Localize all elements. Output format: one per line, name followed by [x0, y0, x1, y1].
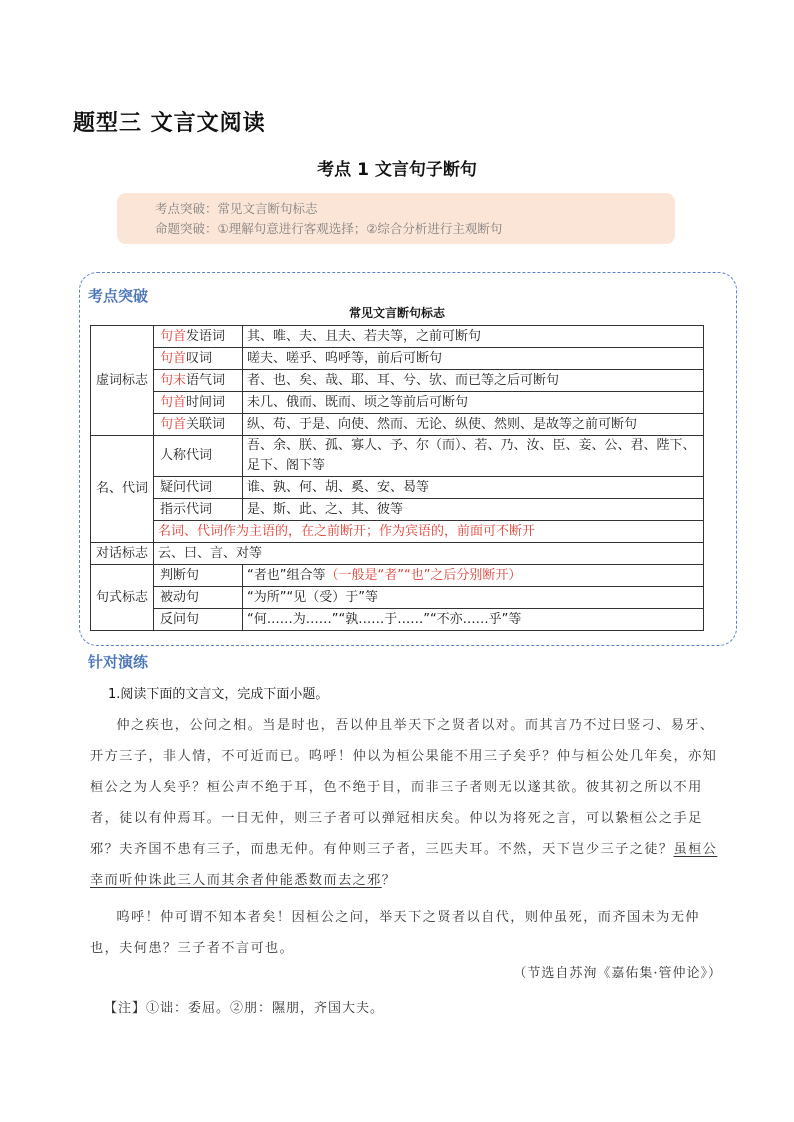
- content-cell: 云、曰、言、对等: [154, 543, 704, 565]
- noun-note-cell: 名词、代词作为主语的，在之前断开；作为宾语的，前面可不断开: [154, 521, 704, 543]
- passage-source: （节选自苏洵《嘉佑集·管仲论》）: [513, 966, 722, 981]
- content-cell: 吾、余、朕、孤、寡人、予、尔（而）、若、乃、汝、臣、妾、公、君、陛下、足下、阁下等: [243, 436, 704, 477]
- passage-paragraph-2: 呜呼！仲可谓不知本者矣！因桓公之问，举天下之贤者以自代，则仲虽死，而齐国未为无仲也，夫何患？三子者不言可也。: [90, 910, 700, 956]
- category-cell: 对话标志: [91, 543, 154, 565]
- subtype-cell: 句首发语词: [154, 326, 243, 348]
- table-row: [91, 414, 704, 436]
- content-cell: 纵、苟、于是、向使、然而、无论、纵使、然则、是故等之前可断句: [243, 414, 704, 436]
- table-row: [91, 587, 704, 609]
- table-row: [91, 477, 704, 499]
- category-cell: 句式标志: [91, 565, 154, 631]
- table-row: [91, 326, 704, 348]
- subtype-cell: 判断句: [154, 565, 243, 587]
- annotation-note: 【注】①诎：委屈。②朋：隰朋，齐国大夫。: [104, 1001, 385, 1016]
- point-title: 考点 1 文言句子断句: [317, 160, 477, 180]
- section-title: 题型三 文言文阅读: [73, 111, 266, 136]
- content-cell: 是、斯、此、之、其、彼等: [243, 499, 704, 521]
- table-row: [91, 348, 704, 370]
- content-cell: “何……为……”“孰……于……”“不亦……乎”等: [243, 609, 704, 631]
- content-cell: “者也”组合等（一般是“者”“也”之后分别断开）: [243, 565, 704, 587]
- subtype-cell: 疑问代词: [154, 477, 243, 499]
- table-row: [91, 436, 704, 477]
- table-row: [91, 499, 704, 521]
- content-cell: 嗟夫、嗟乎、呜呼等，前后可断句: [243, 348, 704, 370]
- table-caption: 常见文言断句标志: [348, 306, 445, 320]
- subtype-cell: 句首时间词: [154, 392, 243, 414]
- summary-line-2: 命题突破：①理解句意进行客观选择；②综合分析进行主观断句: [155, 221, 503, 236]
- content-cell: 谁、孰、何、胡、奚、安、曷等: [243, 477, 704, 499]
- table-row: [91, 609, 704, 631]
- category-cell: 名、代词: [91, 436, 154, 543]
- subtype-cell: 反问句: [154, 609, 243, 631]
- content-cell: 者、也、矣、哉、耶、耳、兮、欤、而已等之后可断句: [243, 370, 704, 392]
- table-row: [91, 370, 704, 392]
- subtype-cell: 被动句: [154, 587, 243, 609]
- marker-table: [90, 325, 704, 631]
- subtype-cell: 指示代词: [154, 499, 243, 521]
- table-row: [91, 543, 704, 565]
- table-row: [91, 392, 704, 414]
- passage-paragraph-1: 仲之疾也，公问之相。当是时也，吾以仲且举天下之贤者以对。而其言乃不过曰竖刁、易牙、开方三子，非人情，不可近而已。呜呼！仲以为桓公果能不用三子矣乎？仲与桓公处几年矣，亦知桓公之为人矣乎？桓公声不绝于耳，色不绝于目，而非三子者则无以遂其欲。彼其初之所以不用者，徒以有仲焉耳。一日无仲，则三子者可以弹冠相庆矣。仲以为将死之言，可以絷桓公之手足邪？夫齐国不患有三子，而患无仲。有仲则三子者，三匹夫耳。不然，天下岂少三子之徒？虽桓公幸而听仲诛此三人而其余者仲能悉数而去之邪？: [90, 718, 718, 888]
- category-cell: 虚词标志: [91, 326, 154, 436]
- summary-line-1: 考点突破：常见文言断句标志: [155, 201, 318, 216]
- question-intro: 1.阅读下面的文言文，完成下面小题。: [108, 687, 329, 702]
- content-cell: 其、唯、夫、且夫、若夫等，之前可断句: [243, 326, 704, 348]
- subtype-cell: 句首叹词: [154, 348, 243, 370]
- practice-title: 针对演练: [88, 653, 149, 671]
- subtype-cell: 句末语气词: [154, 370, 243, 392]
- underlined-sentence: 虽桓公幸而听仲诛此三人而其余者仲能悉数而去之邪: [90, 842, 718, 888]
- summary-box: [117, 193, 675, 244]
- content-cell: “为所”“见（受）于”等: [243, 587, 704, 609]
- subtype-cell: 人称代词: [154, 436, 243, 477]
- panel-title: 考点突破: [88, 287, 149, 305]
- table-row: [91, 521, 704, 543]
- table-row: [91, 565, 704, 587]
- subtype-cell: 句首关联词: [154, 414, 243, 436]
- content-cell: 未几、俄而、既而、顷之等前后可断句: [243, 392, 704, 414]
